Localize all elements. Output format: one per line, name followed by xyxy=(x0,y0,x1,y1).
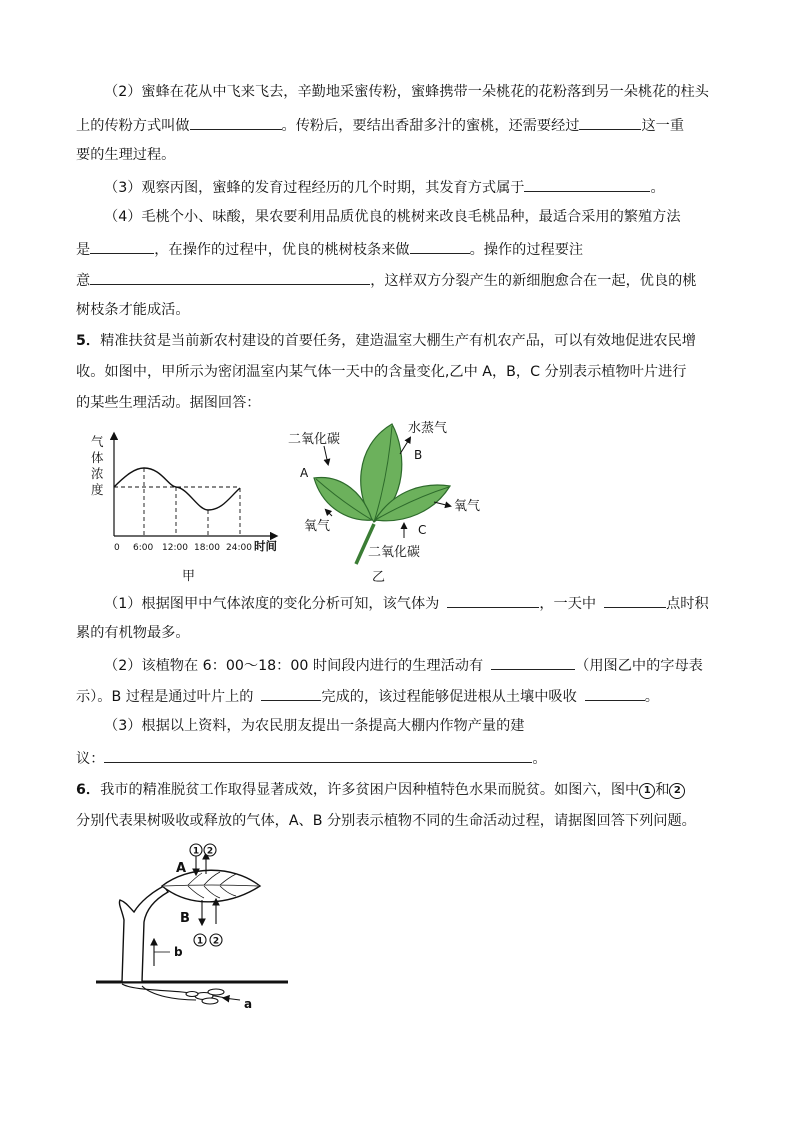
tree-trunk xyxy=(119,886,168,982)
q4-part4-line3 xyxy=(76,269,722,291)
label-process-b: B xyxy=(414,448,423,462)
y-label-char: 浓 xyxy=(91,466,104,481)
q4-part3-end: 。 xyxy=(650,180,665,196)
x-tick-label: 24:00 xyxy=(226,543,252,553)
q4-part2-line3: 要的生理过程。 xyxy=(76,147,176,163)
label-process-A: A xyxy=(176,861,187,876)
q6-stem-text-a: 我市的精准脱贫工作取得显著成效，许多贫困户因种植特色水果而脱贫。如图六，图中 xyxy=(100,782,640,798)
circled-2-label: 2 xyxy=(212,936,220,947)
q5-part3-line1: （3）根据以上资料，为农民朋友提出一条提高大棚内作物产量的建 xyxy=(104,718,525,734)
q5-stem-text: 精准扶贫是当前新农村建设的首要任务，建造温室大棚生产有机农产品，可以有效地促进农民增 xyxy=(100,333,696,349)
answer-blank[interactable] xyxy=(261,685,321,701)
x-tick-label: 18:00 xyxy=(194,543,220,553)
answer-blank[interactable] xyxy=(410,238,470,254)
q5-part1-text-c: 点时积 xyxy=(666,596,709,612)
q4-part4-line2 xyxy=(76,238,722,260)
label-co2-top: 二氧化碳 xyxy=(288,432,341,447)
q4-part4-text-a: 是 xyxy=(76,242,91,258)
q4-part3-text: （3）观察丙图，蜜蜂的发育过程经历的几个时期，其发育方式属于 xyxy=(104,180,525,196)
figure-caption-jia: 甲 xyxy=(182,569,196,584)
question-number: 6． xyxy=(76,782,101,798)
label-process-a: A xyxy=(300,466,309,480)
label-a: a xyxy=(244,997,253,1011)
q4-part4-text-e: ，这样双方分裂产生的新细胞愈合在一起，优良的桃 xyxy=(370,273,697,289)
answer-blank[interactable] xyxy=(90,238,154,254)
q5-part2-text-b: （用图乙中的字母表 xyxy=(575,658,703,674)
q5-stem-line1 xyxy=(76,331,722,351)
q4-part4-text-b: ，在操作的过程中，优良的桃树枝条来做 xyxy=(154,242,410,258)
q4-part2-text-b: 。传粉后，要结出香甜多汁的蜜桃，还需要经过 xyxy=(281,118,580,134)
q5-part1-line1 xyxy=(104,592,722,614)
q4-part2-text-c: 这一重 xyxy=(641,118,685,134)
label-b: b xyxy=(174,945,183,959)
x-axis-label: 时间 xyxy=(254,539,277,553)
answer-blank[interactable] xyxy=(604,592,666,608)
q4-part4-line1: （4）毛桃个小、味酸，果农要利用品质优良的桃树来改良毛桃品种，最适合采用的繁殖方法 xyxy=(104,209,681,225)
y-label-char: 气 xyxy=(91,434,104,449)
arrow-a-absorb xyxy=(224,998,240,1000)
question-number: 5． xyxy=(76,333,101,349)
figure-jia-gas-curve xyxy=(86,426,286,584)
figure-caption-yi: 乙 xyxy=(372,570,386,585)
q4-part2-line1: （2）蜜蜂在花从中飞来飞去，辛勤地采蜜传粉，蜜蜂携带一朵桃花的花粉落到另一朵桃花的柱头 xyxy=(104,84,709,100)
q5-part1-line2: 累的有机物最多。 xyxy=(76,625,190,641)
label-water-vapor: 水蒸气 xyxy=(408,421,448,436)
q4-part4-line4: 树枝条才能成活。 xyxy=(76,302,190,318)
answer-blank[interactable] xyxy=(190,114,282,130)
q6-stem-line2: 分别代表果树吸收或释放的气体，A、B 分别表示植物不同的生命活动过程，请据图回答下列问题。 xyxy=(76,813,696,829)
q4-part4-text-c: 。操作的过程要注 xyxy=(469,242,584,258)
q5-part2-text-a: （2）该植物在 6：00～18：00 时间段内进行的生理活动有 xyxy=(104,658,484,674)
answer-blank[interactable] xyxy=(579,114,641,130)
q6-stem-line1 xyxy=(76,780,722,800)
y-label-char: 体 xyxy=(91,450,104,465)
co2-in-arrow xyxy=(324,446,328,464)
label-o2-right: 氧气 xyxy=(454,499,481,514)
q4-part4-text-d: 意 xyxy=(76,273,91,289)
q5-stem-line2: 收。如图中，甲所示为密闭温室内某气体一天中的含量变化,乙中 A，B，C 分别表示植物叶片进行 xyxy=(76,364,687,380)
q5-part2-text-c: 示）。B 过程是通过叶片上的 xyxy=(76,689,254,705)
circled-number-2: 2 xyxy=(669,783,685,799)
answer-blank[interactable] xyxy=(104,747,532,763)
q4-part2-line2 xyxy=(76,114,722,136)
q5-part1-text-a: （1）根据图甲中气体浓度的变化分析可知，该气体为 xyxy=(104,596,440,612)
q6-stem-text-b: 和 xyxy=(655,782,670,798)
answer-blank[interactable] xyxy=(90,269,370,285)
o2-out-arrow-right xyxy=(434,502,450,506)
circled-1-label: 1 xyxy=(192,846,200,857)
q5-part2-text-d: 完成的，该过程能够促进根从土壤中吸收 xyxy=(321,689,577,705)
y-label-char: 度 xyxy=(91,482,104,497)
origin-label: 0 xyxy=(114,543,120,553)
q5-part3-line2 xyxy=(76,747,722,769)
answer-blank[interactable] xyxy=(524,176,650,192)
circled-2-label: 2 xyxy=(206,846,214,857)
q5-part2-text-e: 。 xyxy=(644,689,659,705)
answer-blank[interactable] xyxy=(491,654,575,670)
gas-concentration-curve xyxy=(114,468,240,510)
figure-six-fruit-tree xyxy=(92,840,292,1020)
q4-part3-line xyxy=(104,176,722,198)
q4-part2-text-a: 上的传粉方式叫做 xyxy=(76,118,190,134)
answer-blank[interactable] xyxy=(585,685,645,701)
water-out-arrow xyxy=(400,438,410,454)
label-co2-bottom: 二氧化碳 xyxy=(368,545,421,560)
q5-part3-text-b: 。 xyxy=(532,751,547,767)
answer-blank[interactable] xyxy=(447,592,539,608)
x-tick-label: 6:00 xyxy=(133,543,154,553)
circled-1-label: 1 xyxy=(196,936,204,947)
q5-part1-text-b: ，一天中 xyxy=(539,596,597,612)
label-process-B: B xyxy=(180,911,190,926)
x-tick-label: 12:00 xyxy=(162,543,188,553)
label-process-c: C xyxy=(418,523,427,537)
circled-number-1: 1 xyxy=(639,783,655,799)
q5-part2-line1 xyxy=(104,654,722,676)
figure-yi-leaf-gas-exchange xyxy=(284,416,494,586)
o2-out-arrow-left xyxy=(326,510,332,516)
q5-part2-line2 xyxy=(76,685,722,707)
q5-stem-line3: 的某些生理活动。据图回答： xyxy=(76,395,261,411)
label-o2-left: 氧气 xyxy=(304,519,331,534)
q5-part3-text-a: 议： xyxy=(76,751,105,767)
